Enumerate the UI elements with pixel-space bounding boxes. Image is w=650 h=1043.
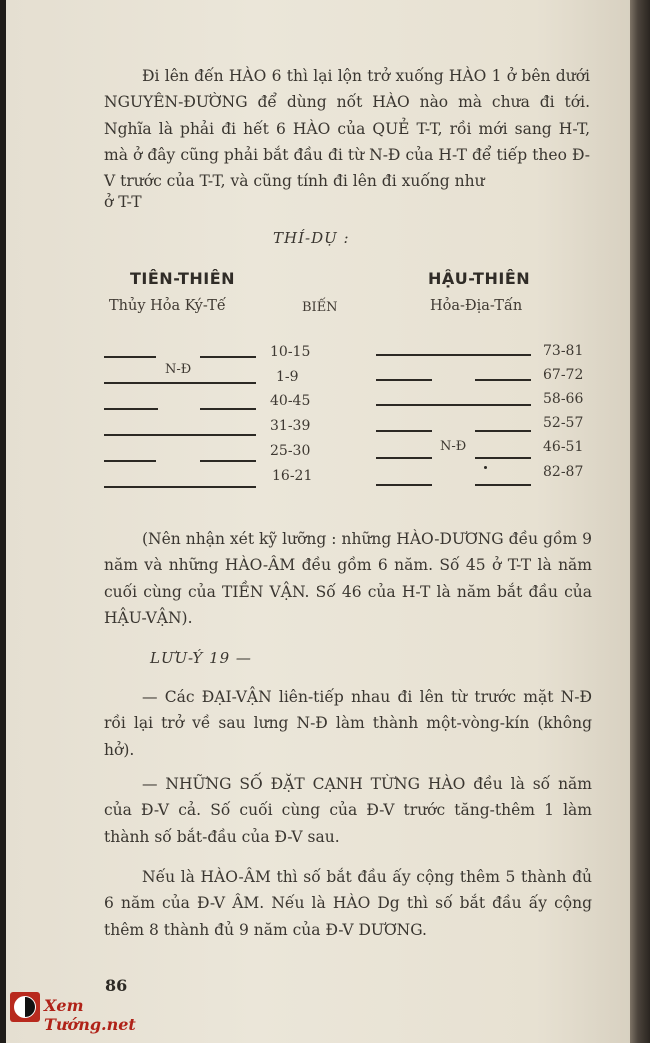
right-line-6-dot [484, 466, 487, 469]
left-line-5a [104, 460, 156, 462]
right-line-6a [376, 484, 432, 486]
right-line-5a [376, 457, 432, 459]
luu-y-point-3: Nếu là HÀO-ÂM thì số bắt đầu ấy cộng thêm 5 thành đủ 6 năm của Đ-V ÂM. Nếu là HÀO Dg thì số bắt đầu ấy cộng thêm 8 thành đủ 9 năm của Đ-V DƯƠNG. [104, 868, 592, 939]
right-line-2a [376, 379, 432, 381]
left-range-6: 16-21 [272, 468, 313, 484]
left-range-5: 25-30 [270, 443, 311, 459]
right-nd-label: N-Đ [440, 439, 467, 454]
right-range-1: 73-81 [543, 343, 584, 359]
left-range-1: 10-15 [270, 344, 311, 360]
luu-y-point-1: — Các ĐẠI-VẬN liên-tiếp nhau đi lên từ trước mặt N-Đ rồi lại trở về sau lưng N-Đ làm thành một-vòng-kín (không hở). [104, 688, 592, 759]
tien-thien-heading: TIÊN-THIÊN [130, 269, 236, 288]
right-line-4a [376, 430, 432, 432]
left-line-4 [104, 434, 256, 436]
left-line-3b [200, 408, 256, 410]
note-paragraph: (Nên nhận xét kỹ lưỡng : những HÀO-DƯƠNG đều gồm 9 năm và những HÀO-ÂM đều gồm 6 năm. Số 45 ở T-T là năm cuối cùng của TIỀN VẬN. Số 46 của H-T là năm bắt đầu của HẬU-VẬN). [104, 530, 592, 627]
left-line-6 [104, 486, 256, 488]
right-line-6b [475, 484, 531, 486]
luu-y-heading: LƯU-Ý 19 — [150, 649, 252, 667]
left-nd-label: N-Đ [165, 362, 192, 377]
right-range-5: 46-51 [543, 439, 584, 455]
watermark-logo[interactable] [10, 992, 170, 1034]
right-range-6: 82-87 [543, 464, 584, 480]
left-range-3: 40-45 [270, 393, 311, 409]
hau-thien-heading: HẬU-THIÊN [428, 269, 531, 288]
left-range-2: 1-9 [276, 369, 299, 385]
tien-thien-hexagram-name: Thủy Hỏa Ký-Tế [109, 298, 226, 314]
right-line-2b [475, 379, 531, 381]
bien-label: BIẾN [302, 300, 338, 315]
left-range-4: 31-39 [270, 418, 311, 434]
watermark-text: Xem Tướng.net [44, 996, 136, 1034]
right-range-4: 52-57 [543, 415, 584, 431]
right-line-5b [475, 457, 531, 459]
left-line-2 [104, 382, 256, 384]
intro-paragraph-end: ở T-T [104, 193, 142, 211]
right-line-4b [475, 430, 531, 432]
left-line-5b [200, 460, 256, 462]
page-number: 86 [105, 976, 128, 995]
right-range-3: 58-66 [543, 391, 584, 407]
left-line-1a [104, 356, 156, 358]
left-line-1b [200, 356, 256, 358]
book-spine [630, 0, 650, 1043]
intro-paragraph: Đi lên đến HÀO 6 thì lại lộn trở xuống HÀO 1 ở bên dưới NGUYÊN-ĐƯỜNG để dùng nốt HÀO nào mà chưa đi tới. Nghĩa là phải đi hết 6 HÀO của QUẺ T-T, rồi mới sang H-T, mà ở đây cũng phải bắt đầu đi từ N-Đ của H-T để tiếp theo Đ-V trước của T-T, và cũng tính đi lên đi xuống như [104, 67, 590, 191]
left-line-3a [104, 408, 158, 410]
example-heading: THÍ-DỤ : [273, 229, 350, 247]
yin-yang-icon [10, 992, 40, 1022]
right-line-3 [376, 404, 531, 406]
luu-y-point-2: — NHỮNG SỐ ĐẶT CẠNH TỪNG HÀO đều là số năm của Đ-V cả. Số cuối cùng của Đ-V trước tăng-thêm 1 làm thành số bắt-đầu của Đ-V sau. [104, 775, 592, 846]
right-range-2: 67-72 [543, 367, 584, 383]
right-line-1 [376, 354, 531, 356]
hau-thien-hexagram-name: Hỏa-Địa-Tấn [430, 298, 523, 314]
